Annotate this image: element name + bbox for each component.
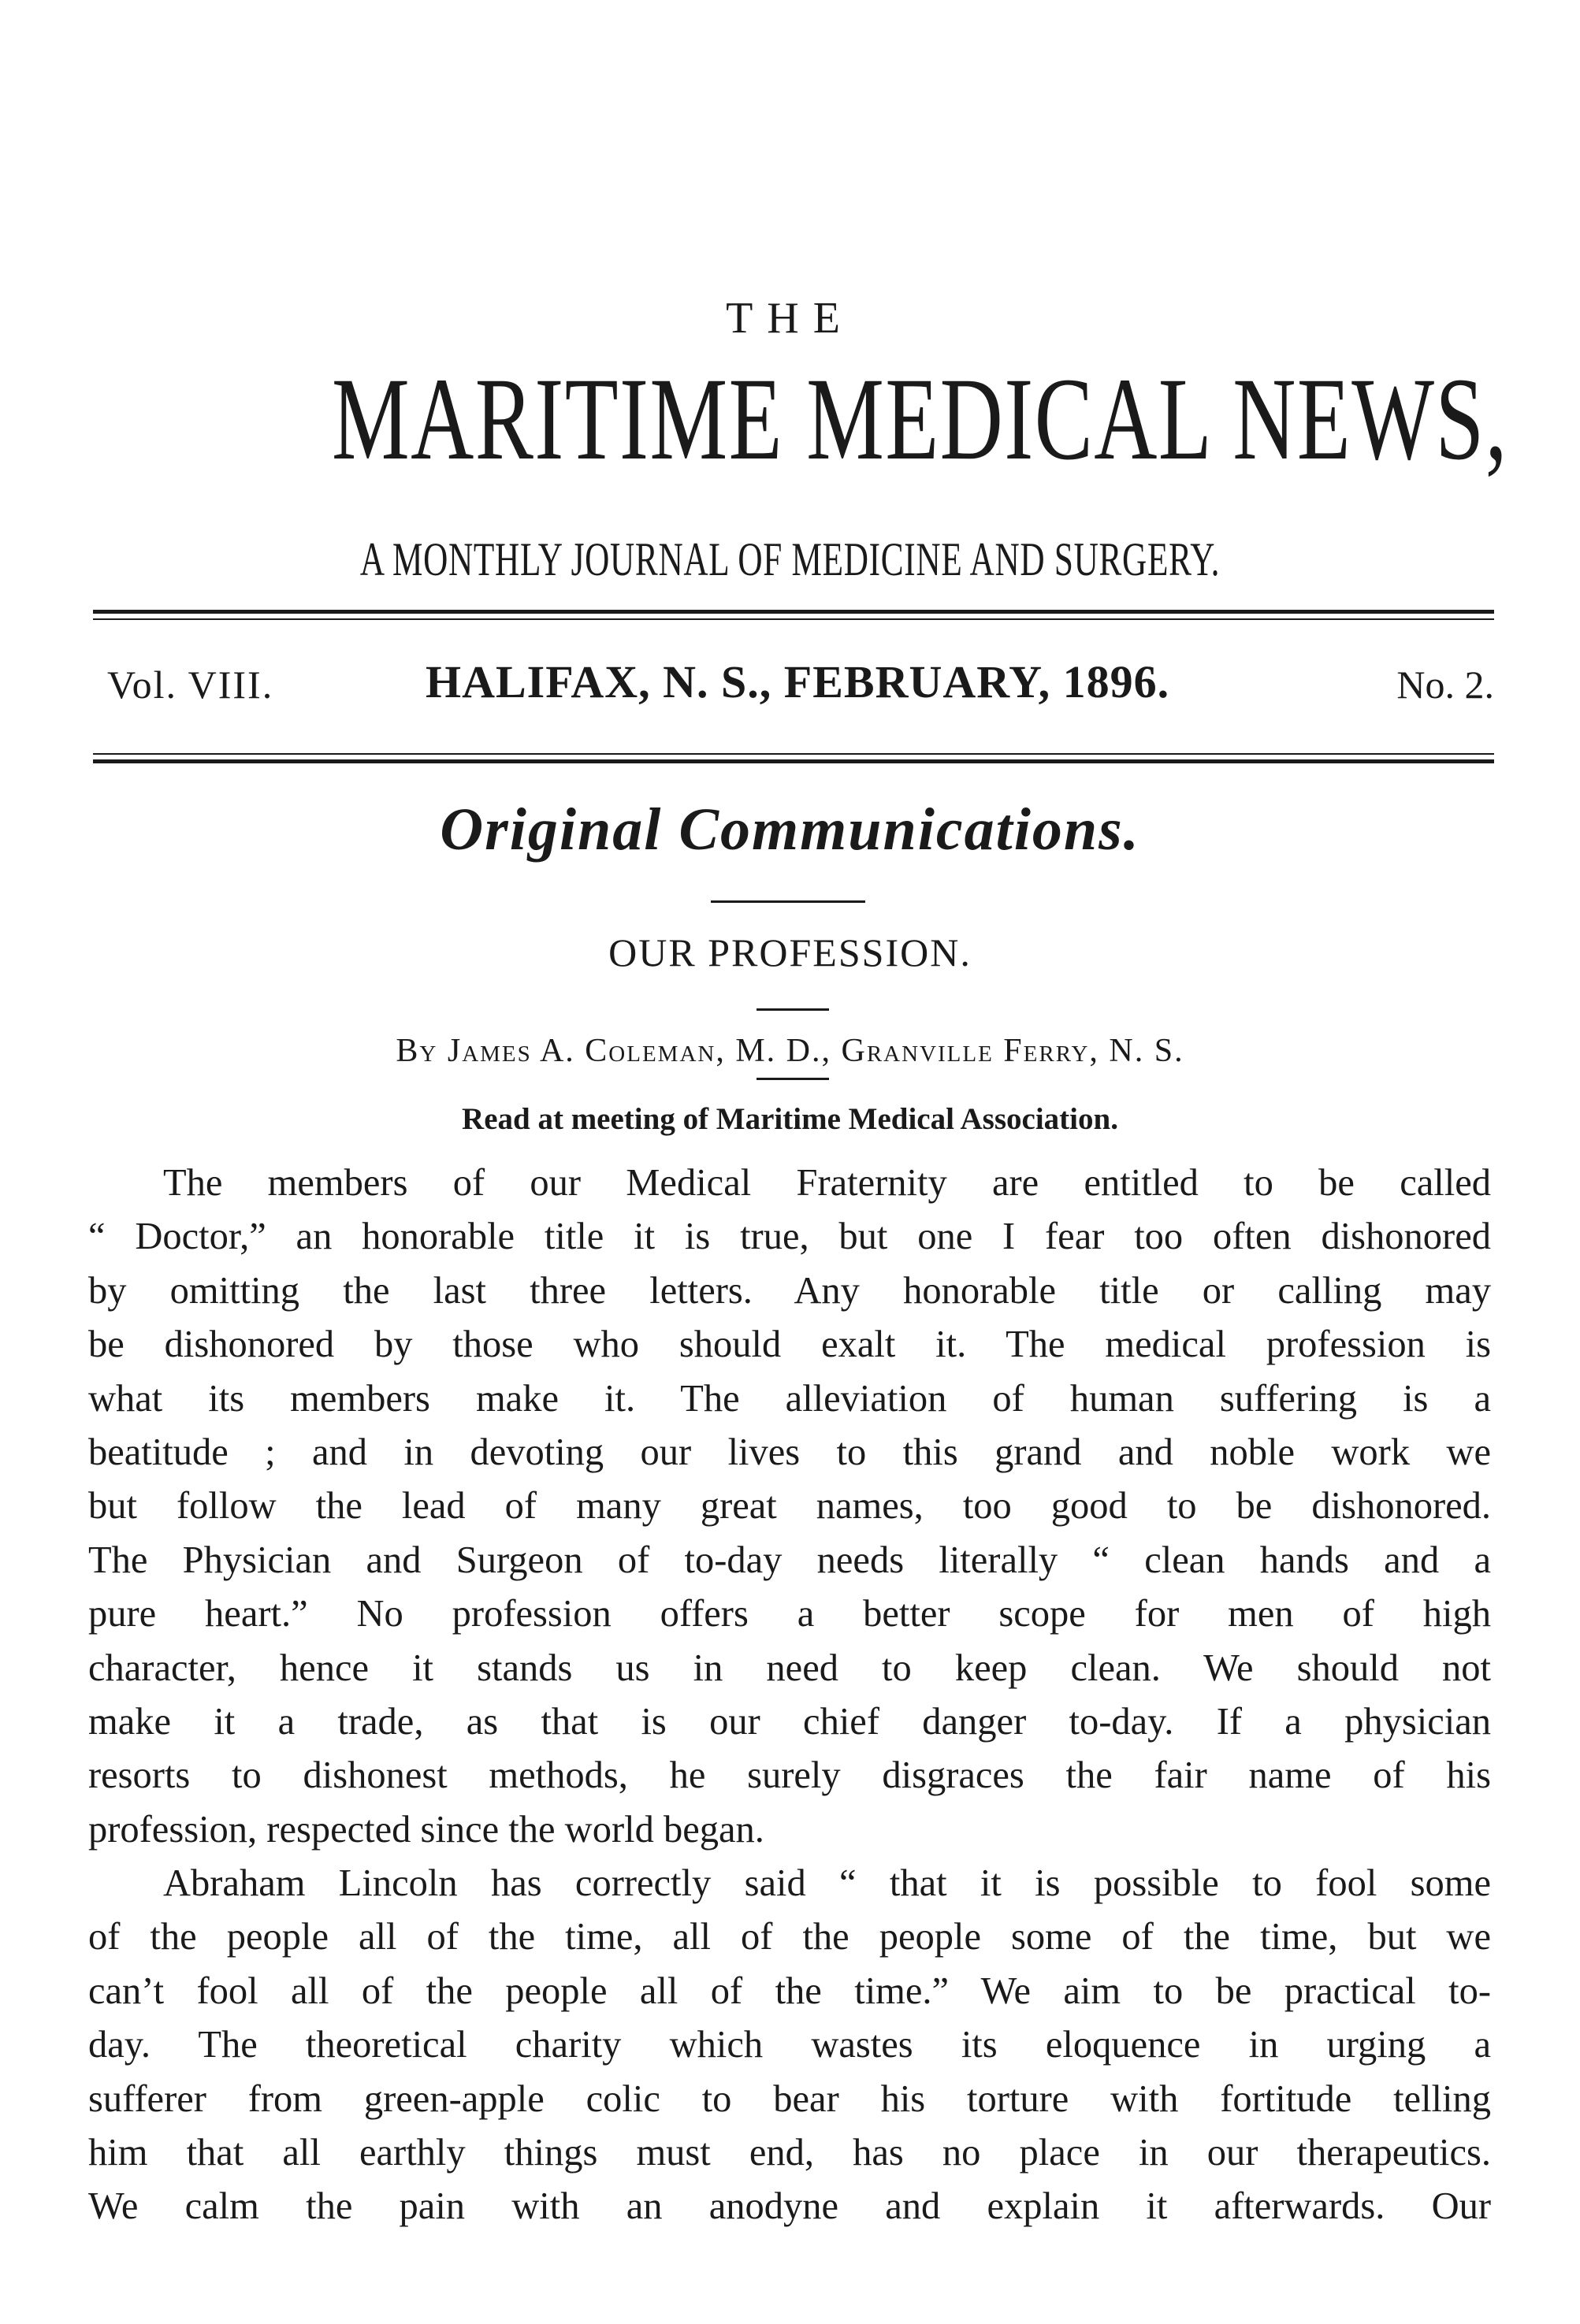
section-divider xyxy=(711,900,865,903)
body-line: sufferer from green-apple colic to bear his torture with fortitude telling xyxy=(88,2077,1491,2120)
journal-subtitle: A MONTHLY JOURNAL OF MEDICINE AND SURGERY. xyxy=(359,533,1221,585)
article-title: OUR PROFESSION. xyxy=(608,930,972,975)
body-line: The Physician and Surgeon of to-day needs literally “ clean hands and a xyxy=(88,1539,1491,1581)
body-line: The members of our Medical Fraternity are entitled to be called xyxy=(163,1162,1491,1204)
body-line: can’t fool all of the people all of the time.” We aim to be practical to- xyxy=(88,1969,1491,2012)
article-note: Read at meeting of Maritime Medical Association. xyxy=(462,1102,1118,1136)
article-body xyxy=(88,1156,1491,2234)
body-line: “ Doctor,” an honorable title it is true, but one I fear too often dishonored xyxy=(88,1216,1491,1258)
body-line: but follow the lead of many great names, too good to be dishonored. xyxy=(88,1485,1491,1528)
issue-rule-thick xyxy=(93,759,1494,763)
issue-number: No. 2. xyxy=(1396,663,1494,707)
body-line: him that all earthly things must end, has no place in our therapeutics. xyxy=(88,2132,1491,2174)
body-line: We calm the pain with an anodyne and explain it afterwards. Our xyxy=(88,2185,1491,2228)
body-line: Abraham Lincoln has correctly said “ that it is possible to fool some xyxy=(163,1862,1491,1905)
masthead-the: THE xyxy=(726,294,854,343)
masthead-rule-thick xyxy=(93,610,1494,614)
byline-divider xyxy=(757,1078,829,1080)
body-line: be dishonored by those who should exalt it. The medical profession is xyxy=(88,1323,1491,1366)
body-line: day. The theoretical charity which wastes its eloquence in urging a xyxy=(88,2024,1491,2066)
body-line: profession, respected since the world began. xyxy=(88,1808,764,1851)
section-heading: Original Communications. xyxy=(440,796,1140,863)
volume-number: Vol. VIII. xyxy=(107,663,274,707)
body-line: by omitting the last three letters. Any honorable title or calling may xyxy=(88,1269,1491,1312)
body-line: character, hence it stands us in need to keep clean. We should not xyxy=(88,1646,1491,1689)
body-line: what its members make it. The alleviation of human suffering is a xyxy=(88,1377,1491,1420)
body-line: pure heart.” No profession offers a better scope for men of high xyxy=(88,1593,1491,1635)
journal-title: MARITIME MEDICAL NEWS, xyxy=(332,354,1508,484)
title-divider xyxy=(757,1008,829,1011)
issue-line xyxy=(107,655,1494,718)
body-line: resorts to dishonest methods, he surely disgraces the fair name of his xyxy=(88,1754,1491,1797)
body-line: of the people all of the time, all of the people some of the time, but we xyxy=(88,1916,1491,1958)
body-line: make it a trade, as that is our chief danger to-day. If a physician xyxy=(88,1700,1491,1743)
masthead-rule-thin xyxy=(93,618,1494,620)
place-date: HALIFAX, N. S., FEBRUARY, 1896. xyxy=(426,656,1170,707)
article-byline: By James A. Coleman, M. D., Granville Ferry, N. S. xyxy=(396,1033,1184,1069)
body-line: beatitude ; and in devoting our lives to this grand and noble work we xyxy=(88,1431,1491,1473)
issue-rule-thin xyxy=(93,753,1494,755)
